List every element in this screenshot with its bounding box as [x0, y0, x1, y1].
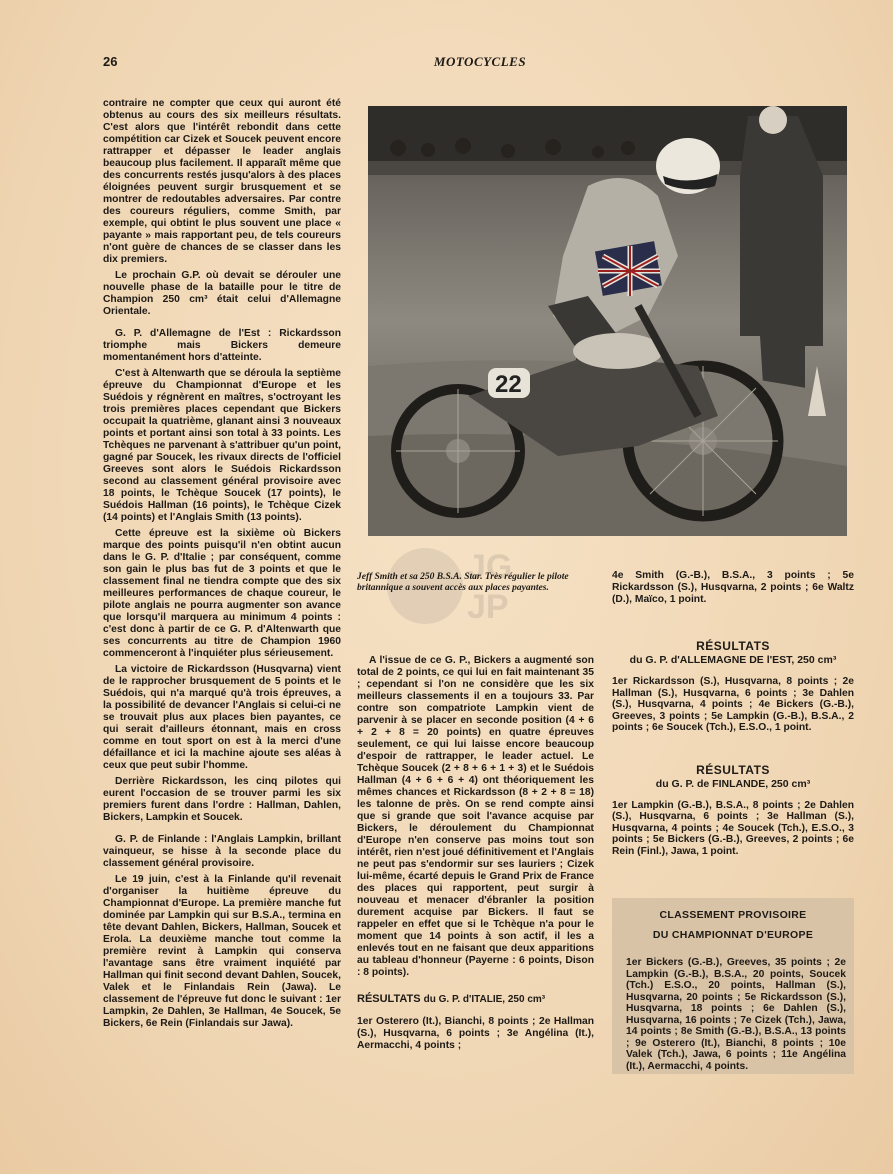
left-column — [103, 98, 341, 1034]
allemagne-results-title: RÉSULTATS — [696, 639, 770, 653]
middle-column — [357, 655, 594, 1056]
section-heading-finlande — [103, 834, 341, 870]
paragraph: La victoire de Rickardsson (Husqvarna) vient de le rapprocher brusquement de 5 points et le Suédois, qui n'a marqué qu'à trois épreuves, a la possibilité de devancer l'Anglais si celui-ci ne se trouvait plus aux places bien payantes, ce qui serait d'ailleurs étonnant, mais en cross comme en tout sport on est à la merci d'une défaillance et ici la machine ajoute ses aléas à ceux que peut subir l'homme. — [103, 664, 341, 771]
finlande-results: 1er Lampkin (G.-B.), B.S.A., 8 points ; 2e Dahlen (S.), Husqvarna, 6 points ; 3e Hallman (S.), Husqvarna, 4 points ; 4e Soucek (Tch.), E.S.O., 3 points ; 5e Bickers (G.-B.), Greeves, 2 points ; 6e Rein (Finl.), Jawa, 1 point. — [612, 799, 854, 857]
section-heading-allemagne — [103, 328, 341, 364]
italie-results: 1er Osterero (It.), Bianchi, 8 points ; 2e Hallman (S.), Husqvarna, 6 points ; 3e Angélina (It.), Aermacchi, 4 points ; — [357, 1016, 594, 1051]
italie-results-title — [357, 993, 594, 1006]
box-body: 1er Bickers (G.-B.), Greeves, 35 points ; 2e Lampkin (G.-B.), B.S.A., 20 points, Soucek (Tch.) E.S.O., 20 points, Hallman (S.), Husqvarna, 20 points ; 5e Rickardsson (S.), Husqvarna, 18 points ; 6e Dahlen (S.), Husqvarna, 16 points ; 7e Cizek (Tch.), Jawa, 14 points ; 8e Smith (G.-B.), B.S.A., 13 points ; 9e Osterero (It.), Bianchi, 8 points ; 10e Valek (Tch.), Jawa, 6 points ; 11e Angélina (It.), Aermacchi, 4 points. — [626, 957, 846, 1072]
svg-text:JG: JG — [467, 548, 513, 586]
italie-results-continued: 4e Smith (G.-B.), B.S.A., 3 points ; 5e Rickardsson (S.), Husqvarna, 2 points ; 6e Waltz (D.), Maïco, 1 point. — [612, 570, 854, 605]
page-number: 26 — [103, 54, 118, 69]
allemagne-results: 1er Rickardsson (S.), Husqvarna, 8 points ; 2e Hallman (S.), Husqvarna, 6 points ; 3e Dahlen (S.), Husqvarna, 4 points ; 4e Bickers (G.-B.), Greeves, 3 points ; 5e Lampkin (G.-B.), B.S.A., 2 points ; 6e Soucek (Tch.), E.S.O., 1 point. — [612, 676, 854, 733]
paragraph: C'est à Altenwarth que se déroula la septième épreuve du Championnat d'Europe et les Suédois y régnèrent en maîtres, s'octroyant les trois premières places cependant que Bickers occupait la quatrième, glanant ainsi 3 nouveaux points et portant ainsi son total à 33 points. Les Tchèques ne parvenant à s'attribuer qu'un point, gagné par Soucek, les rivaux directs de l'officiel Greeves sont alors le Suédois Rickardsson second au classement général provisoire avec 18 points, le Tchèque Soucek (17 points), le Suédois Hallman (16 points), le Tchèque Cizek (14 points) et l'Anglais Smith (13 points). — [103, 368, 341, 523]
paragraph: Le 19 juin, c'est à la Finlande qu'il revenait d'organiser la huitième épreuve du Championnat d'Europe. La première manche fut dominée par Lampkin qui sur B.S.A., termina en tête devant Dahlen, Bickers, Hallman, Soucek et Erola. La deuxième manche tout comme la première revint à Lampkin qui conserva l'avantage sans être vraiment inquiété par Hallman qui finit second devant Dahlen, Soucek, Valek et le Finlandais Rein (Jawa). Le classement de l'épreuve fut donc le suivant : 1er Lampkin, 2e Dahlen, 3e Hallman, 4e Soucek, 5e Bickers, 6e Rein (Finlandais sur Jawa). — [103, 874, 341, 1029]
section-subtitle: Rickardsson triomphe mais Bickers demeure momentanément hors d'atteinte. — [103, 328, 341, 363]
race-number: 22 — [495, 371, 522, 398]
section-title: G. P. de Finlande : — [115, 834, 208, 845]
finlande-results-subtitle: du G. P. de FINLANDE, 250 cm³ — [655, 777, 811, 790]
box-title: CLASSEMENT PROVISOIRE — [659, 909, 807, 921]
magazine-header: MOTOCYCLES — [433, 54, 527, 69]
svg-text:JP: JP — [467, 588, 509, 626]
motocross-photo — [368, 106, 847, 536]
right-column — [612, 570, 854, 861]
paragraph: Derrière Rickardsson, les cinq pilotes qui eurent l'occasion de se trouver parmi les six premiers furent dans l'ordre : Hallman, Dahlen, Bickers, Lampkin et Soucek. — [103, 776, 341, 823]
paragraph: Cette épreuve est la sixième où Bickers marque des points puisqu'il n'en obtint aucun dans le G. P. d'Italie ; par conséquent, comme son gain le plus bas fut de 3 points et que le classement final ne tiendra compte que des six meilleures performances de chaque coureur, le pilote anglais ne pourra augmenter son avance que lorsqu'il marquera au minimum 4 points : c'est donc à partir de ce G. P. d'Altenwarth que ses concurrents au titre de Champion 1960 commenceront à l'inquiéter plus sérieusement. — [103, 528, 341, 659]
section-title: G. P. d'Allemagne de l'Est : — [115, 328, 272, 339]
paragraph: A l'issue de ce G. P., Bickers a augmenté son total de 2 points, ce qui lui en fait maintenant 35 ; cependant si l'on ne considère que les six meilleurs classements il en a toujours 33. Par contre son compatriote Lampkin vient de parvenir à se placer en seconde position (4 + 6 + 2 + 8 = 20 points) en quatre épreuves seulement, ce qui lui laisse encore beaucoup d'espoir de rattrapper, le leader actuel. Le Tchèque Soucek (2 + 8 + 6 + 1 + 3) et le Suédois Hallman (4 + 6 + 6 + 4) ont théoriquement les mêmes chances et Rickardsson (8 + 2 + 8 = 18) les talonne de près. On se rend compte ainsi que si grande que soit l'avance acquise par Bickers, le déroulement du Championnat d'Europe n'en conserve pas moins tout son intérêt, rien n'est joué définitivement et l'Anglais ne peut pas s'endormir sur ses lauriers ; Cizek lui-même, écarté depuis le Grand Prix de France des places qui rapportent, peut surgir à nouveau et menacer d'ébranler la position durement acquise par Bickers. Il faut se rappeler en effet que si le Tchèque n'a pour le moment que 14 points à son actif, il les a enlevés tout en ne faisant que deux apparitions au tableau d'honneur (Payerne : 6 points, Dison : 8 points). — [357, 655, 594, 978]
section-subtitle: l'Anglais Lampkin, brillant vainqueur, se hisse à la seconde place du classement général provisoire. — [103, 834, 341, 869]
paragraph: contraire ne compter que ceux qui auront été obtenus au cours des six meilleurs résultats. C'est alors que l'intérêt rebondit dans cette compétition car Cizek et Soucek peuvent encore rattrapper et dépasser le leader anglais beaucoup plus facilement. Il apparaît même que des concurrents restés jusqu'alors à des places éloignées peuvent surgir brusquement et se montrer de redoutables adversaires. Par contre des coureurs réguliers, comme Smith, par exemple, qui obtint le plus souvent une place « payante » mais rapportant peu, de tels coureurs n'ont guère de chances de se classer dans les dix premiers. — [103, 98, 341, 265]
results-heading: RÉSULTATS — [357, 993, 421, 1005]
photo-caption: Jeff Smith et sa 250 B.S.A. Star. Très régulier le pilote britannique a souvent accès aux places payantes. — [357, 572, 569, 593]
finlande-results-title: RÉSULTATS — [696, 762, 770, 777]
classement-box — [612, 898, 854, 1074]
allemagne-results-subtitle: du G. P. d'ALLEMAGNE DE l'EST, 250 cm³ — [629, 654, 837, 666]
photo-illustration — [368, 106, 847, 536]
paragraph: Le prochain G.P. où devait se dérouler une nouvelle phase de la bataille pour le titre de Champion 250 cm³ était celui d'Allemagne Orientale. — [103, 270, 341, 317]
box-subtitle: DU CHAMPIONNAT D'EUROPE — [652, 929, 814, 941]
results-subheading: du G. P. d'ITALIE, 250 cm³ — [423, 994, 546, 1005]
